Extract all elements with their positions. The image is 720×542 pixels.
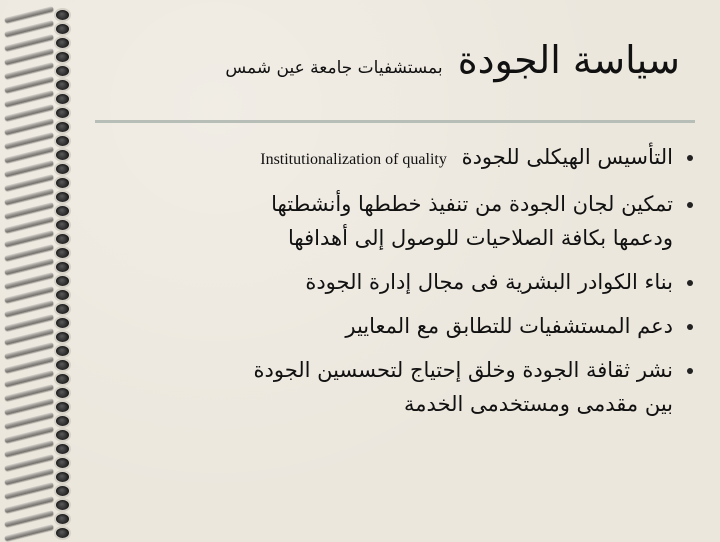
bullet-text-continued: بين مقدمى ومستخدمى الخدمة [404,392,673,416]
bullet-item [95,187,695,255]
bullet-item [95,353,695,421]
binding-hole [56,402,69,412]
binding-wire [4,524,54,541]
bullet-text: بناء الكوادر البشرية فى مجال إدارة الجودة [305,270,673,294]
bullet-text: دعم المستشفيات للتطابق مع المعايير [345,314,673,338]
binding-hole [56,248,69,258]
binding-hole [56,234,69,244]
binding-hole [56,52,69,62]
binding-hole [56,80,69,90]
binding-hole [56,388,69,398]
binding-hole [56,220,69,230]
binding-hole [56,430,69,440]
binding-hole [56,24,69,34]
binding-hole [56,38,69,48]
binding-hole [56,304,69,314]
slide-title: سياسة الجودة [457,38,680,82]
binding-hole [56,528,69,538]
slide-subtitle: بمستشفيات جامعة عين شمس [225,58,443,78]
bullet-dot-icon [687,202,693,208]
binding-hole [56,178,69,188]
binding-hole [56,66,69,76]
binding-hole [56,10,69,20]
bullet-english-text: Institutionalization of quality [260,151,447,168]
binding-hole [56,164,69,174]
bullet-item [95,265,695,299]
bullet-dot-icon [687,368,693,374]
binding-hole [56,444,69,454]
bullet-list [95,140,695,431]
binding-hole [56,500,69,510]
bullet-item [95,309,695,343]
slide-header [90,38,680,98]
bullet-text: التأسيس الهيكلى للجودة [461,145,673,169]
binding-hole [56,346,69,356]
binding-hole [56,192,69,202]
bullet-text: تمكين لجان الجودة من تنفيذ خططها وأنشطتها [271,192,673,216]
bullet-dot-icon [687,280,693,286]
binding-hole [56,136,69,146]
binding-hole [56,108,69,118]
binding-hole [56,486,69,496]
binding-hole [56,94,69,104]
binding-hole [56,276,69,286]
binding-hole [56,360,69,370]
bullet-dot-icon [687,155,693,161]
binding-hole [56,472,69,482]
binding-hole [56,290,69,300]
binding-hole [56,458,69,468]
spiral-binding [0,0,80,540]
binding-hole [56,122,69,132]
binding-hole [56,514,69,524]
binding-hole [56,374,69,384]
bullet-text: نشر ثقافة الجودة وخلق إحتياج لتحسسين الجودة [253,358,673,382]
binding-hole [56,150,69,160]
bullet-text-continued: ودعمها بكافة الصلاحيات للوصول إلى أهدافها [288,226,673,250]
binding-hole [56,262,69,272]
binding-hole [56,206,69,216]
binding-hole [56,416,69,426]
title-divider [95,120,695,123]
binding-hole [56,318,69,328]
binding-hole [56,332,69,342]
bullet-item [95,140,695,177]
bullet-dot-icon [687,324,693,330]
